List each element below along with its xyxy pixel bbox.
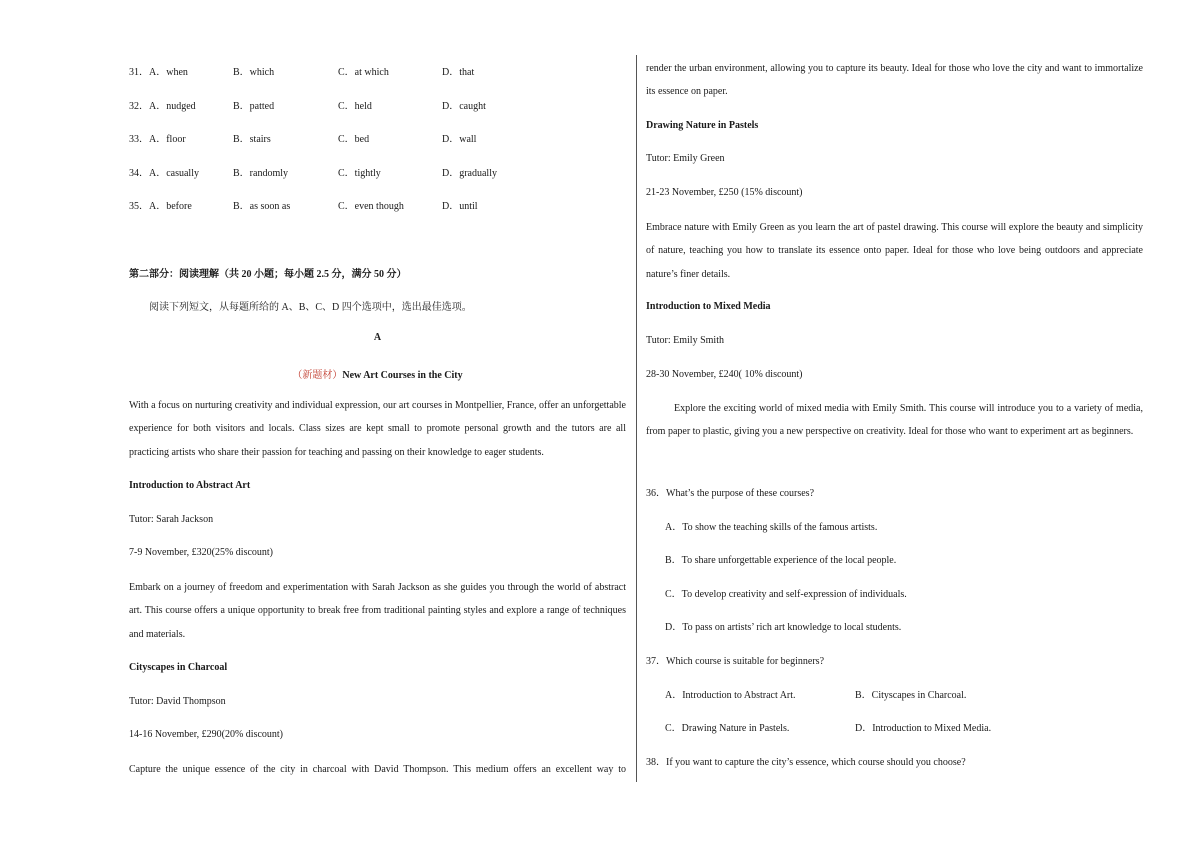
option-c[interactable]: C．held [338,101,372,112]
option-d[interactable]: D．caught [442,101,486,112]
course-date-price: 7-9 November, £320(25% discount) [129,547,274,558]
option-b[interactable]: B．randomly [233,168,288,179]
question-number: 31． [129,67,149,78]
option-d[interactable]: D．gradually [442,168,497,179]
q37-option-a[interactable]: A．Introduction to Abstract Art. [665,690,796,701]
q37-option-b[interactable]: B．Cityscapes in Charcoal. [855,690,967,701]
section-instruction: 阅读下列短文，从每题所给的 A、B、C、D 四个选项中，选出最佳选项。 [149,302,472,313]
course-description: Explore the exciting world of mixed media with Emily Smith. This course will introduce you to a variety of media, from paper to plastic, giving you a new perspective on creativity. Ideal for those who want to experiment art as beginners. [646,403,1143,438]
course-tutor: Tutor: Sarah Jackson [129,514,214,525]
option-c[interactable]: C．even though [338,201,404,212]
question-35-options [129,197,626,213]
question-33-options [129,130,626,146]
course-name: Introduction to Abstract Art [129,480,251,491]
course-description: Embrace nature with Emily Green as you learn the art of pastel drawing. This course will explore the beauty and simplicity of nature, teaching you how to translate its essence onto paper. Ideal for those who love being outdoors and appreciate nature’s finer details. [646,222,1143,280]
q36-option-a[interactable]: A．To show the teaching skills of the famous artists. [665,522,878,533]
course-date-price: 21-23 November, £250 (15% discount) [646,187,803,198]
q36-option-c[interactable]: C．To develop creativity and self-expression of individuals. [665,589,907,600]
q37-option-d[interactable]: D．Introduction to Mixed Media. [855,723,992,734]
option-c[interactable]: C．at which [338,67,389,78]
option-a[interactable]: A．casually [149,168,199,179]
q36-option-b[interactable]: B．To share unforgettable experience of the local people. [665,555,897,566]
option-b[interactable]: B．patted [233,101,275,112]
question-37-stem: 37．Which course is suitable for beginners? [646,656,825,667]
course-description: Embark on a journey of freedom and experimentation with Sarah Jackson as she guides you through the world of abstract art. This course offers a unique opportunity to break free from traditional painting styles and explore a range of techniques and materials. [129,582,626,640]
course-date-price: 14-16 November, £290(20% discount) [129,729,284,740]
course-description-start: Capture the unique essence of the city in charcoal with David Thompson. This medium offers an excellent way to [129,764,626,775]
course-tutor: Tutor: David Thompson [129,696,226,707]
option-a[interactable]: A．nudged [149,101,196,112]
course-date-price: 28-30 November, £240( 10% discount) [646,369,803,380]
question-number: 32． [129,101,149,112]
option-c[interactable]: C．bed [338,134,370,145]
passage-title-text: New Art Courses in the City [342,370,463,381]
passage-letter: A [373,332,382,343]
question-38-stem: 38．If you want to capture the city’s essence, which course should you choose? [646,757,966,768]
option-c[interactable]: C．tightly [338,168,381,179]
option-b[interactable]: B．stairs [233,134,271,145]
option-d[interactable]: D．that [442,67,475,78]
course-tutor: Tutor: Emily Green [646,153,725,164]
option-a[interactable]: A．floor [149,134,186,145]
question-31-options [129,63,626,79]
question-32-options [129,97,626,113]
column-divider [636,55,637,782]
question-number: 35． [129,201,149,212]
q36-option-d[interactable]: D．To pass on artists’ rich art knowledge to local students. [665,622,902,633]
q37-option-c[interactable]: C．Drawing Nature in Pastels. [665,723,790,734]
option-b[interactable]: B．as soon as [233,201,291,212]
option-d[interactable]: D．wall [442,134,477,145]
option-b[interactable]: B．which [233,67,275,78]
option-d[interactable]: D．until [442,201,478,212]
course-name: Cityscapes in Charcoal [129,662,228,673]
question-number: 34． [129,168,149,179]
course-tutor: Tutor: Emily Smith [646,335,724,346]
passage-intro: With a focus on nurturing creativity and individual expression, our art courses in Montpellier, France, offer an unforgettable experience for both visitors and locals. Class sizes are kept small to promote personal growth and the tutors are all practicing artists who share their passion for teaching and passing on their knowledge to eager students. [129,400,626,458]
section-title: 第二部分：阅读理解（共 20 小题；每小题 2.5 分，满分 50 分） [129,269,407,280]
question-36-stem: 36．What’s the purpose of these courses? [646,488,815,499]
question-number: 33． [129,134,149,145]
option-a[interactable]: A．before [149,201,192,212]
new-material-tag: （新题材） [292,370,343,381]
course-name: Drawing Nature in Pastels [646,120,759,131]
course-name: Introduction to Mixed Media [646,301,771,312]
passage-title [129,366,626,381]
option-a[interactable]: A．when [149,67,188,78]
course-description-continued: render the urban environment, allowing you to capture its beauty. Ideal for those who love the city and want to immortalize its essence on paper. [646,63,1143,98]
question-34-options [129,164,626,180]
